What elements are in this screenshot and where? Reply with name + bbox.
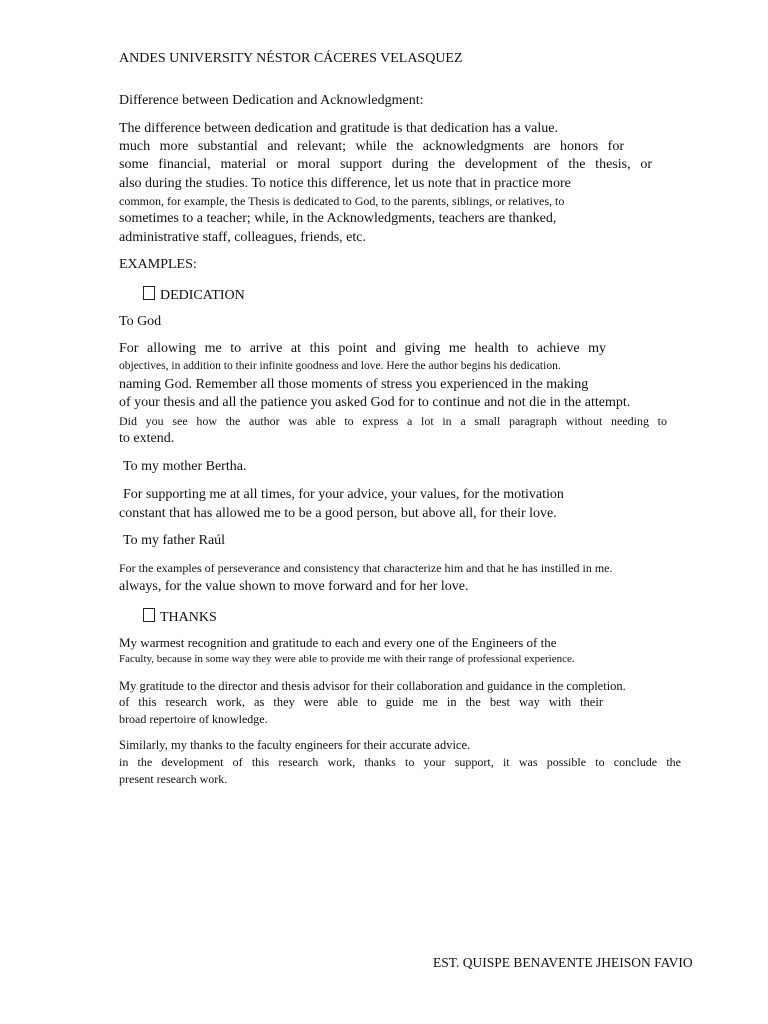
to-god-line: For allowing me to arrive at this point and giving me health to achieve my xyxy=(119,341,606,356)
to-god-line: objectives, in addition to their infinite goodness and love. Here the author begins his dedication. xyxy=(119,360,561,372)
thanks-line: Similarly, my thanks to the faculty engineers for their accurate advice. xyxy=(119,738,471,752)
thanks-label: THANKS xyxy=(160,610,217,625)
thanks-line: of this research work, as they were able to guide me in the best way with their xyxy=(119,695,603,709)
examples-label: EXAMPLES: xyxy=(119,257,197,272)
thanks-bullet xyxy=(143,608,217,625)
to-god-line: naming God. Remember all those moments of stress you experienced in the making xyxy=(119,377,589,392)
dedication-bullet xyxy=(143,286,245,303)
to-mother-line: For supporting me at all times, for your advice, your values, for the motivation xyxy=(123,487,564,502)
thanks-line: broad repertoire of knowledge. xyxy=(119,712,268,726)
intro-line: also during the studies. To notice this difference, let us note that in practice more xyxy=(119,176,571,191)
to-god-line: of your thesis and all the patience you asked God for to continue and not die in the attempt. xyxy=(119,395,631,410)
to-father-heading: To my father Raúl xyxy=(123,533,226,548)
thanks-line: My warmest recognition and gratitude to each and every one of the Engineers of the xyxy=(119,635,557,650)
intro-line: much more substantial and relevant; while the acknowledgments are honors for xyxy=(119,139,624,154)
thanks-line: Faculty, because in some way they were able to provide me with their range of professional experience. xyxy=(119,653,575,665)
to-god-line: to extend. xyxy=(119,431,175,446)
to-god-heading: To God xyxy=(119,314,162,329)
to-mother-line: constant that has allowed me to be a good person, but above all, for their love. xyxy=(119,506,557,521)
intro-line: sometimes to a teacher; while, in the Acknowledgments, teachers are thanked, xyxy=(119,211,557,226)
intro-line: administrative staff, colleagues, friends, etc. xyxy=(119,230,366,245)
intro-line: The difference between dedication and gratitude is that dedication has a value. xyxy=(119,121,559,136)
to-father-line: For the examples of perseverance and consistency that characterize him and that he has instilled in me. xyxy=(119,561,613,575)
thanks-line: in the development of this research work, thanks to your support, it was possible to conclude the xyxy=(119,755,681,769)
intro-line: some financial, material or moral support during the development of the thesis, or xyxy=(119,157,652,172)
thanks-line: present research work. xyxy=(119,772,228,786)
footer-author: EST. QUISPE BENAVENTE JHEISON FAVIO xyxy=(433,955,693,970)
intro-line: common, for example, the Thesis is dedicated to God, to the parents, siblings, or relatives, to xyxy=(119,194,565,208)
thanks-line: My gratitude to the director and thesis advisor for their collaboration and guidance in the completion. xyxy=(119,679,626,693)
to-father-line: always, for the value shown to move forward and for her love. xyxy=(119,579,469,594)
bullet-box-icon xyxy=(143,608,155,622)
bullet-box-icon xyxy=(143,286,155,300)
to-god-line: Did you see how the author was able to express a lot in a small paragraph without needing to xyxy=(119,414,667,428)
dedication-label: DEDICATION xyxy=(160,288,245,303)
section-title: Difference between Dedication and Acknowledgment: xyxy=(119,93,424,108)
university-header: ANDES UNIVERSITY NÉSTOR CÁCERES VELASQUEZ xyxy=(119,51,463,66)
to-mother-heading: To my mother Bertha. xyxy=(123,459,247,474)
